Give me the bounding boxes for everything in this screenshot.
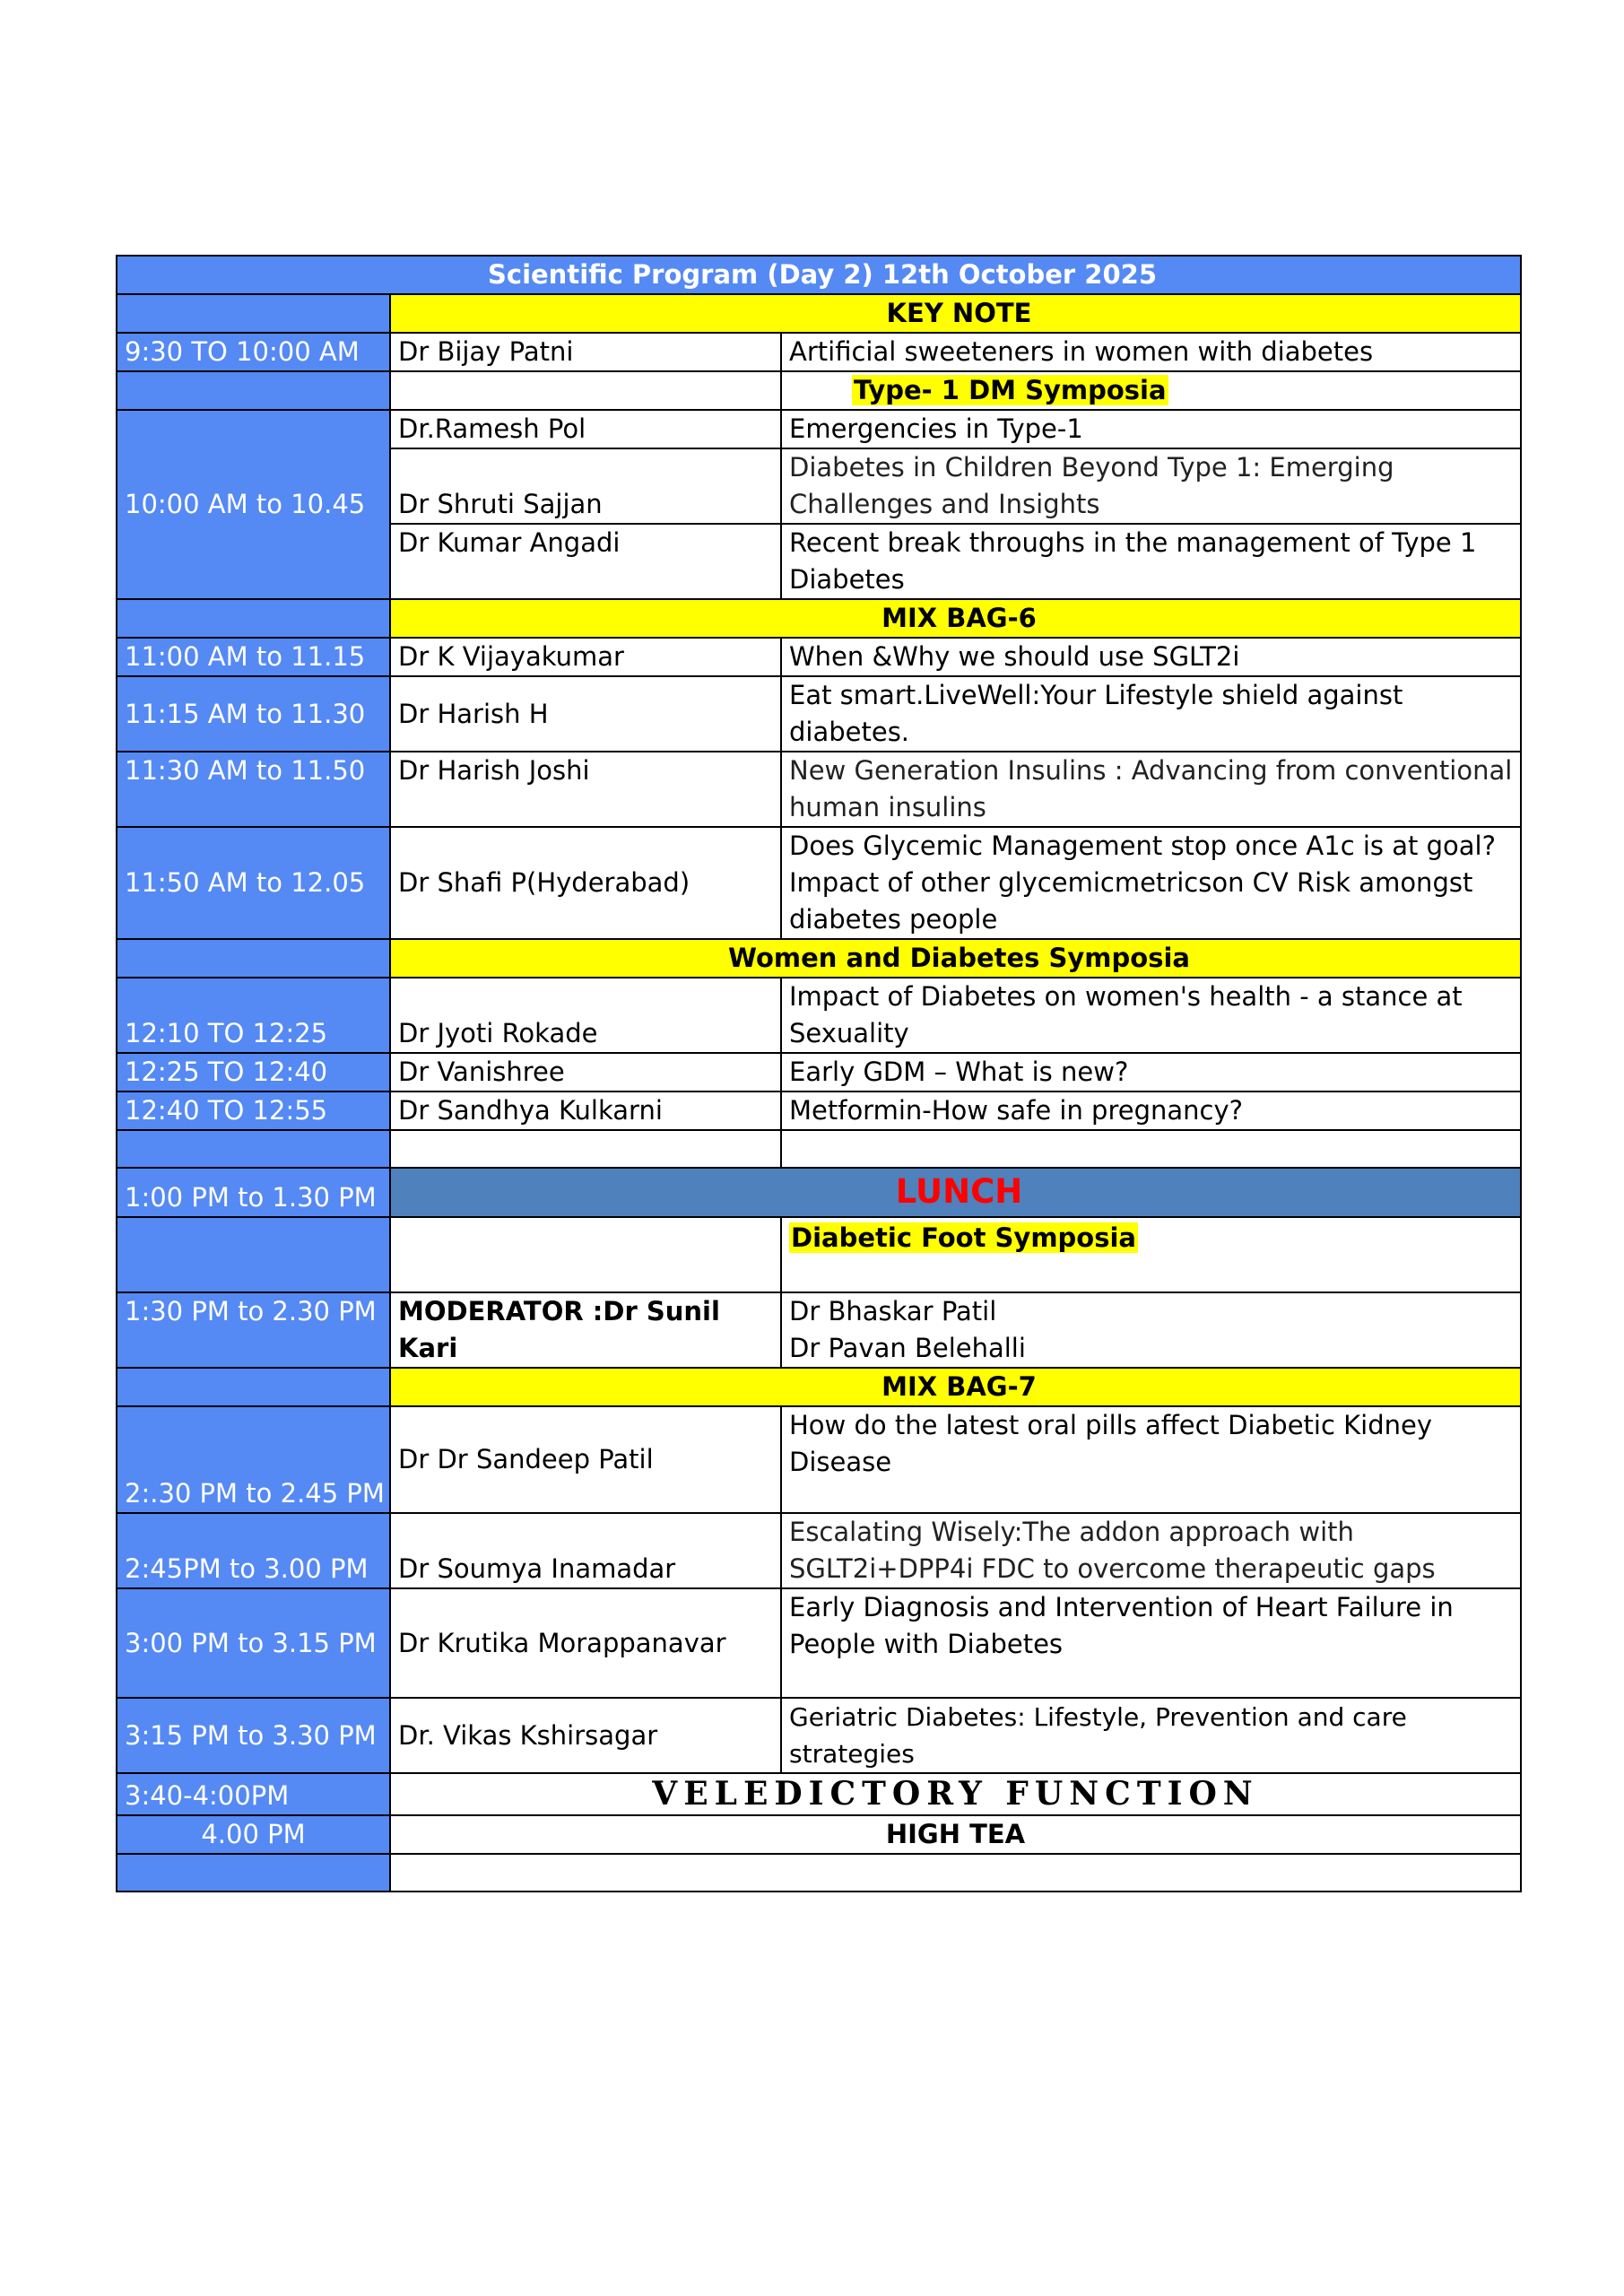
speaker-cell: Dr Harish Joshi	[390, 752, 781, 827]
hightea-heading: HIGH TEA	[390, 1815, 1521, 1854]
topic-cell: When &Why we should use SGLT2i	[781, 638, 1521, 676]
time-cell: 9:30 TO 10:00 AM	[117, 333, 390, 371]
table-row	[117, 1513, 1521, 1588]
time-cell: 12:25 TO 12:40	[117, 1053, 390, 1091]
time-cell: 2:.30 PM to 2.45 PM	[117, 1406, 390, 1513]
table-row	[117, 410, 1521, 448]
table-row	[117, 638, 1521, 676]
topic-cell: Metformin-How safe in pregnancy?	[781, 1091, 1521, 1130]
speaker-cell: Dr Shruti Sajjan	[390, 448, 781, 524]
topic-cell: Artificial sweeteners in women with diabetes	[781, 333, 1521, 371]
table-row	[117, 1053, 1521, 1091]
section-row	[117, 599, 1521, 638]
spacer-row	[117, 1130, 1521, 1168]
time-cell: 11:15 AM to 11.30	[117, 676, 390, 752]
table-row	[117, 752, 1521, 827]
time-cell: 1:00 PM to 1.30 PM	[117, 1168, 390, 1217]
speaker-cell: Dr Harish H	[390, 676, 781, 752]
topic-cell: New Generation Insulins : Advancing from conventional human insulins	[781, 752, 1521, 827]
panel-speakers-cell	[781, 1292, 1521, 1368]
valedictory-heading: VELEDICTORY FUNCTION	[390, 1773, 1521, 1815]
section-row	[117, 294, 1521, 333]
speaker-cell: Dr Krutika Morappanavar	[390, 1588, 781, 1698]
table-row	[117, 1698, 1521, 1773]
speaker-cell: Dr Jyoti Rokade	[390, 978, 781, 1053]
page-title: Scientific Program (Day 2) 12th October 2025	[117, 256, 1521, 294]
time-cell: 12:10 TO 12:25	[117, 978, 390, 1053]
time-cell: 4.00 PM	[117, 1815, 390, 1854]
section-mixbag6: MIX BAG-6	[390, 599, 1521, 638]
time-cell: 11:50 AM to 12.05	[117, 827, 390, 939]
lunch-banner: LUNCH	[390, 1168, 1521, 1217]
section-type1: Type- 1 DM Symposia	[781, 371, 1521, 410]
panel-speaker: Dr Bhaskar Patil	[789, 1296, 997, 1326]
speaker-cell: Dr Shafi P(Hyderabad)	[390, 827, 781, 939]
program-sheet	[116, 255, 1520, 1892]
speaker-cell: Dr Soumya Inamadar	[390, 1513, 781, 1588]
topic-cell: Geriatric Diabetes: Lifestyle, Prevention and care strategies	[781, 1698, 1521, 1773]
program-table	[116, 255, 1522, 1892]
time-cell: 3:15 PM to 3.30 PM	[117, 1698, 390, 1773]
section-mixbag7: MIX BAG-7	[390, 1368, 1521, 1406]
section-keynote: KEY NOTE	[390, 294, 1521, 333]
panel-speaker: Dr Pavan Belehalli	[789, 1333, 1026, 1363]
topic-cell: Does Glycemic Management stop once A1c is at goal? Impact of other glycemicmetricson CV Risk amongst diabetes people	[781, 827, 1521, 939]
speaker-cell: Dr Kumar Angadi	[390, 524, 781, 599]
table-row	[117, 827, 1521, 939]
table-row	[117, 333, 1521, 371]
topic-cell: Recent break throughs in the management of Type 1 Diabetes	[781, 524, 1521, 599]
lunch-row	[117, 1168, 1521, 1217]
topic-cell: Eat smart.LiveWell:Your Lifestyle shield against diabetes.	[781, 676, 1521, 752]
topic-cell: Emergencies in Type-1	[781, 410, 1521, 448]
section-row	[117, 1217, 1521, 1292]
time-cell: 10:00 AM to 10.45	[117, 410, 390, 599]
topic-cell: Impact of Diabetes on women's health - a stance at Sexuality	[781, 978, 1521, 1053]
speaker-cell: Dr.Ramesh Pol	[390, 410, 781, 448]
time-cell: 1:30 PM to 2.30 PM	[117, 1292, 390, 1368]
time-cell: 11:30 AM to 11.50	[117, 752, 390, 827]
section-row	[117, 371, 1521, 410]
time-cell: 2:45PM to 3.00 PM	[117, 1513, 390, 1588]
section-women: Women and Diabetes Symposia	[390, 939, 1521, 978]
table-row	[117, 1091, 1521, 1130]
table-row	[117, 676, 1521, 752]
table-row	[117, 1588, 1521, 1698]
hightea-row	[117, 1815, 1521, 1854]
moderator-cell: MODERATOR :Dr Sunil Kari	[390, 1292, 781, 1368]
topic-cell: Early GDM – What is new?	[781, 1053, 1521, 1091]
speaker-cell: Dr Dr Sandeep Patil	[390, 1406, 781, 1513]
speaker-cell: Dr Bijay Patni	[390, 333, 781, 371]
table-row	[117, 978, 1521, 1053]
topic-cell: Early Diagnosis and Intervention of Heart Failure in People with Diabetes	[781, 1588, 1521, 1698]
speaker-cell: Dr. Vikas Kshirsagar	[390, 1698, 781, 1773]
table-row	[117, 1406, 1521, 1513]
speaker-cell: Dr K Vijayakumar	[390, 638, 781, 676]
section-foot: Diabetic Foot Symposia	[781, 1217, 1521, 1292]
topic-cell: How do the latest oral pills affect Diabetic Kidney Disease	[781, 1406, 1521, 1513]
time-cell: 3:00 PM to 3.15 PM	[117, 1588, 390, 1698]
speaker-cell: Dr Vanishree	[390, 1053, 781, 1091]
time-cell: 3:40-4:00PM	[117, 1773, 390, 1815]
time-cell: 11:00 AM to 11.15	[117, 638, 390, 676]
topic-cell: Escalating Wisely:The addon approach with SGLT2i+DPP4i FDC to overcome therapeutic gaps	[781, 1513, 1521, 1588]
title-row	[117, 256, 1521, 294]
topic-cell: Diabetes in Children Beyond Type 1: Emerging Challenges and Insights	[781, 448, 1521, 524]
section-row	[117, 1368, 1521, 1406]
spacer-row	[117, 1854, 1521, 1892]
speaker-cell: Dr Sandhya Kulkarni	[390, 1091, 781, 1130]
section-row	[117, 939, 1521, 978]
valedictory-row	[117, 1773, 1521, 1815]
table-row	[117, 1292, 1521, 1368]
time-cell: 12:40 TO 12:55	[117, 1091, 390, 1130]
